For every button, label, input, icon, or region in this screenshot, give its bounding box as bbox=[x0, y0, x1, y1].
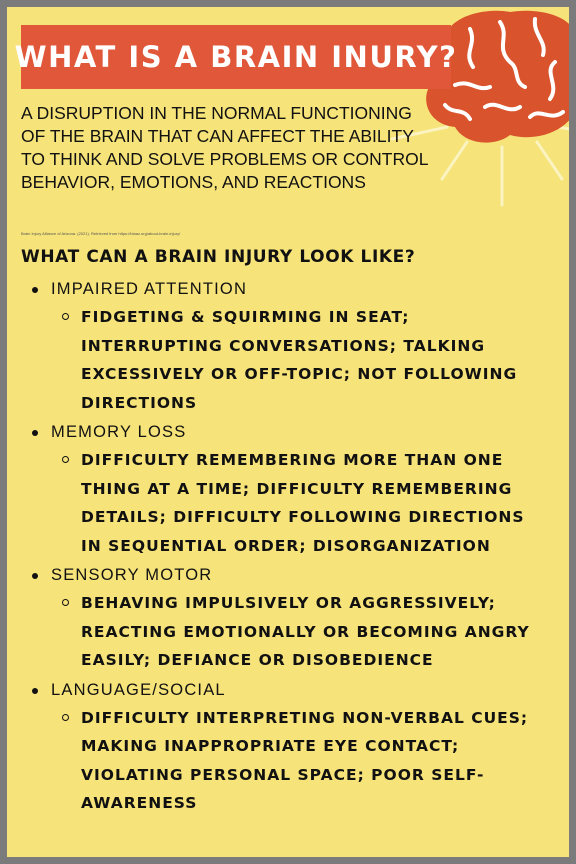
symptom-section bbox=[7, 676, 569, 818]
bullet-icon bbox=[32, 573, 38, 579]
list-item bbox=[7, 303, 551, 417]
list-item bbox=[7, 275, 569, 303]
symptom-category: IMPAIRED ATTENTION bbox=[51, 280, 248, 298]
symptom-category: MEMORY LOSS bbox=[51, 423, 187, 441]
symptom-section bbox=[7, 418, 569, 560]
circle-bullet-icon bbox=[62, 714, 69, 721]
symptom-detail: BEHAVING IMPULSIVELY OR AGGRESSIVELY; REACTING EMOTIONALLY OR BECOMING ANGRY EASILY; DEFIANCE OR DISOBEDIENCE bbox=[81, 594, 530, 669]
list-item bbox=[7, 589, 551, 675]
symptom-detail: FIDGETING & SQUIRMING IN SEAT; INTERRUPTING CONVERSATIONS; TALKING EXCESSIVELY OR OFF-TOPIC; NOT FOLLOWING DIRECTIONS bbox=[81, 308, 518, 412]
circle-bullet-icon bbox=[62, 313, 69, 320]
symptom-list bbox=[7, 275, 569, 819]
symptom-detail: DIFFICULTY REMEMBERING MORE THAN ONE THING AT A TIME; DIFFICULTY REMEMBERING DETAILS; DIFFICULTY FOLLOWING DIRECTIONS IN SEQUENTIAL ORDER; DISORGANIZATION bbox=[81, 451, 525, 555]
symptom-section bbox=[7, 561, 569, 675]
symptom-section bbox=[7, 275, 569, 417]
symptom-category: LANGUAGE/SOCIAL bbox=[51, 680, 226, 699]
circle-bullet-icon bbox=[62, 599, 69, 606]
title-banner bbox=[14, 25, 458, 89]
list-item bbox=[7, 418, 569, 446]
symptom-detail: DIFFICULTY INTERPRETING NON-VERBAL CUES; MAKING INAPPROPRIATE EYE CONTACT; VIOLATING PERSONAL SPACE; POOR SELF-AWARENESS bbox=[81, 708, 529, 812]
list-item bbox=[7, 676, 569, 704]
definition-text: A DISRUPTION IN THE NORMAL FUNCTIONING OF THE BRAIN THAT CAN AFFECT THE ABILITY TO THINK AND SOLVE PROBLEMS OR CONTROL BEHAVIOR, EMOTIONS, AND REACTIONS bbox=[21, 103, 428, 192]
list-item bbox=[7, 561, 569, 589]
list-item bbox=[7, 704, 551, 818]
bullet-icon bbox=[32, 287, 38, 293]
circle-bullet-icon bbox=[62, 456, 69, 463]
symptom-category: SENSORY MOTOR bbox=[51, 566, 213, 584]
list-item bbox=[7, 446, 551, 560]
bullet-icon bbox=[32, 688, 38, 694]
page-title: WHAT IS A BRAIN INURY? bbox=[14, 40, 458, 74]
citation-text: Brain Injury Alliance of Arizona. (2021). Retrieved from https://biaaz.org/about-brain-injury/ bbox=[21, 231, 181, 236]
bullet-icon bbox=[32, 430, 38, 436]
section-heading: WHAT CAN A BRAIN INJURY LOOK LIKE? bbox=[21, 247, 416, 267]
poster bbox=[7, 7, 569, 857]
